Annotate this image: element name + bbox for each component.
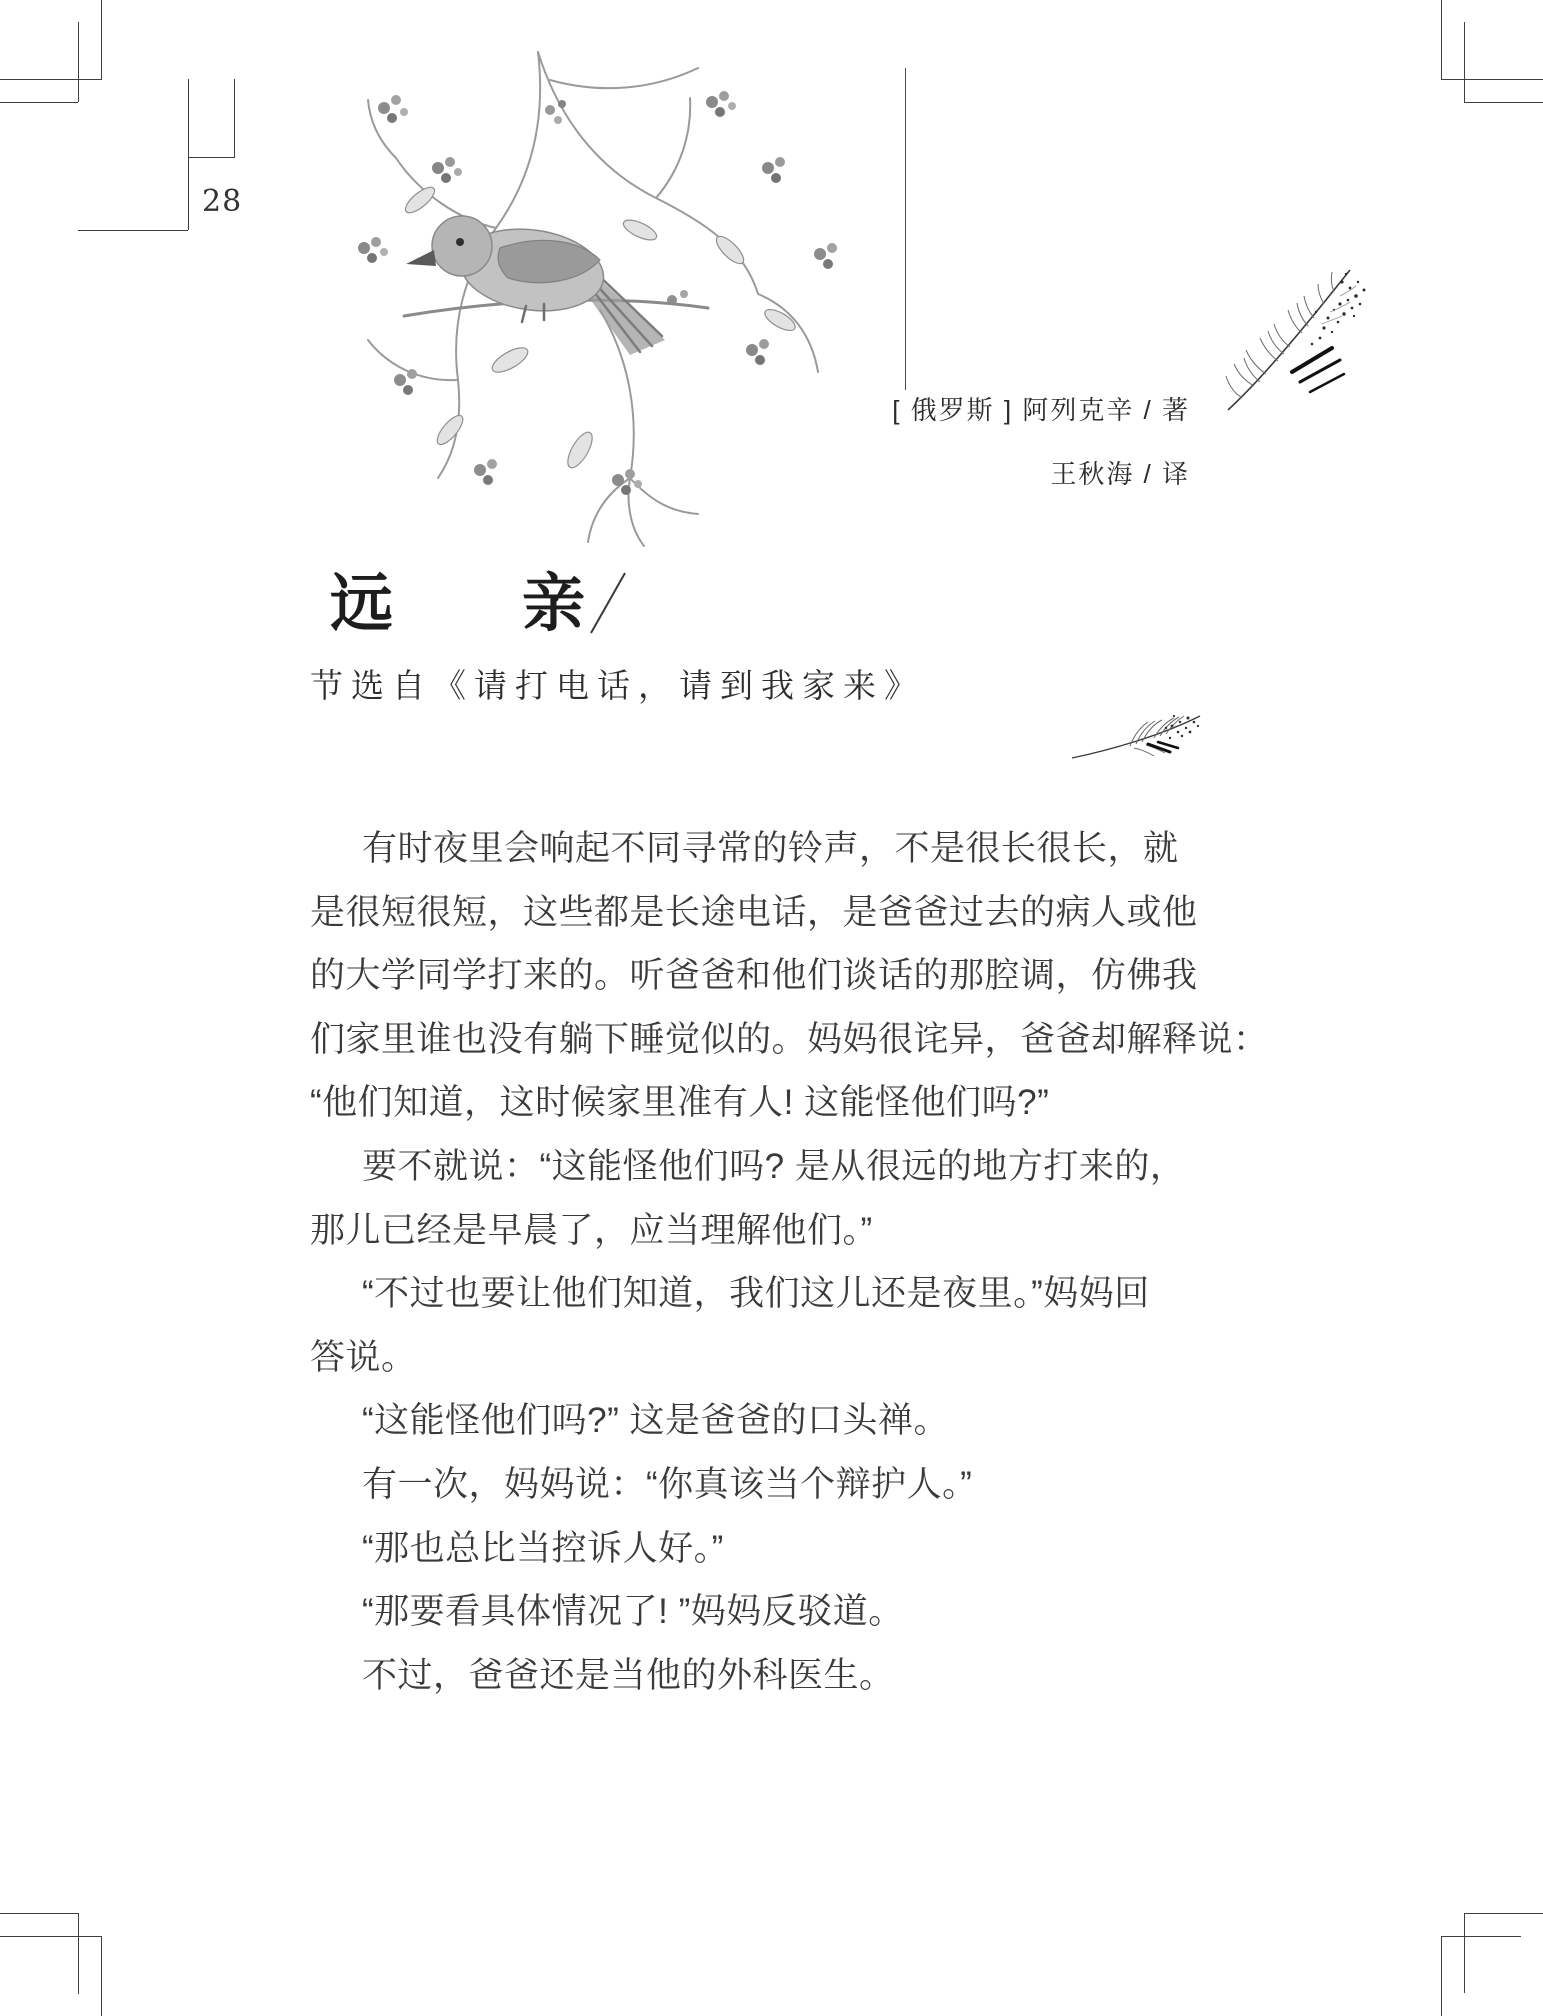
title-slash-icon bbox=[588, 570, 628, 641]
crop-mark bbox=[0, 1913, 79, 1914]
crop-mark bbox=[1464, 22, 1465, 102]
crop-mark bbox=[1464, 1913, 1543, 1914]
crop-mark bbox=[188, 79, 189, 230]
feather-small-icon bbox=[1070, 692, 1205, 782]
article-body bbox=[310, 817, 1269, 1707]
byline bbox=[880, 378, 1190, 506]
crop-mark bbox=[1441, 1937, 1442, 2016]
crop-mark bbox=[1464, 102, 1543, 103]
crop-mark bbox=[1441, 79, 1543, 80]
body-line: 有时夜里会响起不同寻常的铃声，不是很长很长，就 bbox=[362, 829, 1179, 868]
crop-mark bbox=[1441, 0, 1442, 79]
body-line: “那也总比当控诉人好。” bbox=[362, 1528, 724, 1568]
body-line: 是很短很短，这些都是长途电话，是爸爸过去的病人或他 bbox=[310, 892, 1198, 932]
translator-credit: 王秋海 / 译 bbox=[1050, 459, 1190, 489]
body-line: 的大学同学打来的。听爸爸和他们谈话的那腔调，仿佛我 bbox=[310, 956, 1198, 996]
body-line: 不过，爸爸还是当他的外科医生。 bbox=[362, 1655, 895, 1695]
crop-mark bbox=[78, 1914, 79, 1994]
crop-mark bbox=[78, 22, 79, 102]
body-line: 那儿已经是早晨了，应当理解他们。” bbox=[310, 1210, 873, 1250]
body-line: “那要看具体情况了! ”妈妈反驳道。 bbox=[362, 1592, 904, 1632]
crop-mark bbox=[1441, 1936, 1521, 1937]
body-line: 们家里谁也没有躺下睡觉似的。妈妈很诧异，爸爸却解释说： bbox=[310, 1019, 1269, 1059]
author-credit: [ 俄罗斯 ] 阿列克辛 / 著 bbox=[892, 395, 1190, 425]
page-number: 28 bbox=[202, 184, 243, 219]
crop-mark bbox=[234, 79, 235, 157]
body-line: 要不就说：“这能怪他们吗? 是从很远的地方打来的， bbox=[362, 1146, 1186, 1186]
crop-mark bbox=[1464, 1913, 1465, 1993]
crop-mark bbox=[188, 157, 235, 158]
bird-on-branch-illustration-icon bbox=[300, 50, 900, 565]
bird-icon bbox=[406, 216, 665, 355]
crop-mark bbox=[101, 1937, 102, 2016]
article-title: 远 亲 bbox=[330, 569, 586, 639]
article-subtitle: 节选自《请打电话，请到我家来》 bbox=[310, 667, 925, 704]
body-line: 答说。 bbox=[310, 1337, 417, 1377]
body-line: “不过也要让他们知道，我们这儿还是夜里。”妈妈回 bbox=[362, 1274, 1150, 1314]
crop-mark bbox=[78, 230, 188, 231]
body-line: “这能怪他们吗?” 这是爸爸的口头禅。 bbox=[362, 1401, 950, 1441]
crop-mark bbox=[0, 79, 102, 80]
feather-large-icon bbox=[1222, 252, 1372, 422]
crop-mark bbox=[0, 1936, 102, 1937]
crop-mark bbox=[0, 102, 78, 103]
body-line: 有一次，妈妈说：“你真该当个辩护人。” bbox=[362, 1464, 973, 1504]
crop-mark bbox=[101, 0, 102, 79]
body-line: “他们知道，这时候家里准有人! 这能怪他们吗?” bbox=[310, 1083, 1050, 1123]
byline-divider-line bbox=[905, 68, 906, 390]
